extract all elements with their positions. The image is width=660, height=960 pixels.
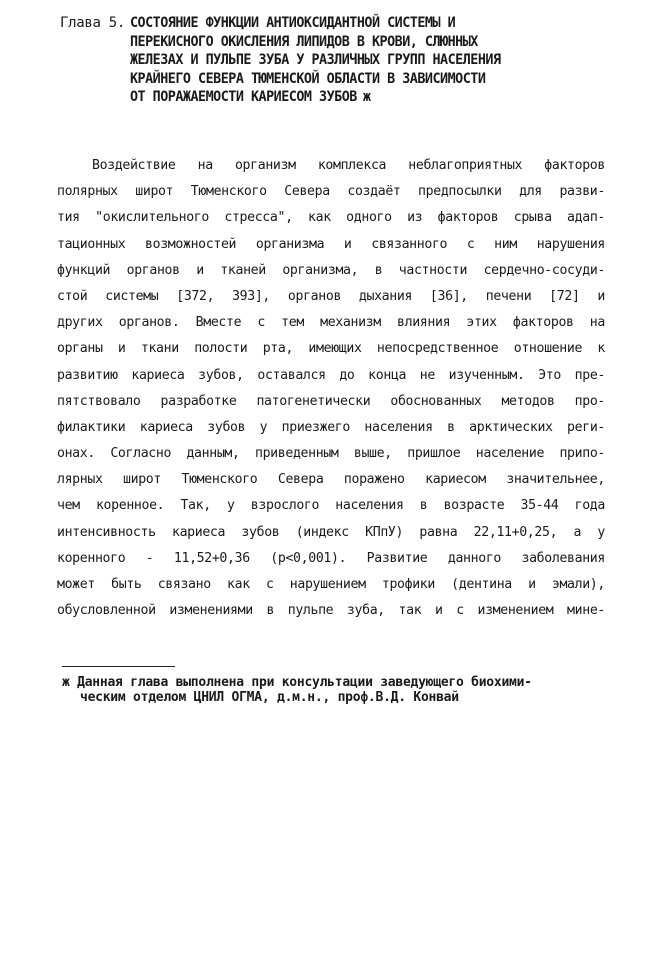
body-line: интенсивность кариеса зубов (индекс КПпУ) равна 22,11+0,25, а у (57, 524, 605, 540)
body-line: коренного - 11,52+0,36 (р<0,001). Развитие данного заболевания (57, 550, 605, 566)
chapter-title-text: ОТ ПОРАЖАЕМОСТИ КАРИЕСОМ ЗУБОВ (130, 89, 357, 106)
footnote (62, 675, 607, 705)
footnote-mark: ж (362, 89, 371, 106)
footnote-line: ческим отделом ЦНИЛ ОГМА, д.м.н., проф.В.Д. Конвай (80, 690, 459, 705)
body-line: Воздействие на организм комплекса неблагоприятных факторов (92, 158, 605, 173)
body-paragraph (57, 153, 605, 624)
body-line: может быть связано как с нарушением трофики (дентина и эмали), (57, 577, 605, 592)
body-line: функций органов и тканей организма, в частности сердечно-сосуди- (57, 262, 605, 278)
body-line: онах. Согласно данным, приведенным выше, пришлое население припо- (57, 446, 605, 462)
body-line: органы и ткани полости рта, имеющих непосредственное отношение к (57, 341, 605, 357)
chapter-title-line-last (130, 88, 635, 108)
chapter-title (130, 14, 635, 107)
body-line: тационных возможностей организма и связанного с ним нарушения (57, 236, 605, 252)
chapter-title-line: ПЕРЕКИСНОГО ОКИСЛЕНИЯ ЛИПИДОВ В КРОВИ, СЛЮННЫХ (130, 33, 478, 50)
body-line: пятствовало разработке патогенетически обоснованных методов про- (57, 393, 605, 409)
chapter-title-line: КРАЙНЕГО СЕВЕРА ТЮМЕНСКОЙ ОБЛАСТИ В ЗАВИСИМОСТИ (130, 70, 486, 87)
footnote-divider (62, 666, 175, 667)
chapter-title-line: ЖЕЛЕЗАХ И ПУЛЬПЕ ЗУБА У РАЗЛИЧНЫХ ГРУПП НАСЕЛЕНИЯ (130, 52, 501, 69)
footnote-line: ж Данная глава выполнена при консультации заведующего биохими- (62, 675, 532, 690)
body-line: полярных широт Тюменского Севера создаёт предпосылки для разви- (57, 184, 605, 200)
body-line: тия "окислительного стресса", как одного из факторов срыва адап- (57, 210, 605, 226)
body-line: лярных широт Тюменского Севера поражено кариесом значительнее, (57, 472, 605, 488)
body-line: обусловленной изменениями в пульпе зуба, так и с изменением мине- (57, 603, 605, 619)
body-line: других органов. Вместе с тем механизм влияния этих факторов на (57, 315, 605, 331)
body-line: развитию кариеса зубов, оставался до конца не изученным. Это пре- (57, 367, 605, 383)
chapter-title-line: СОСТОЯНИЕ ФУНКЦИИ АНТИОКСИДАНТНОЙ СИСТЕМЫ И (130, 15, 456, 32)
body-line: филактики кариеса зубов у приезжего населения в арктических реги- (57, 419, 605, 435)
chapter-label: Глава 5. (60, 15, 126, 31)
body-line: чем коренное. Так, у взрослого населения в возрасте 35-44 года (57, 498, 605, 514)
body-line: стой системы [372, 393], органов дыхания [36], печени [72] и (57, 288, 605, 304)
